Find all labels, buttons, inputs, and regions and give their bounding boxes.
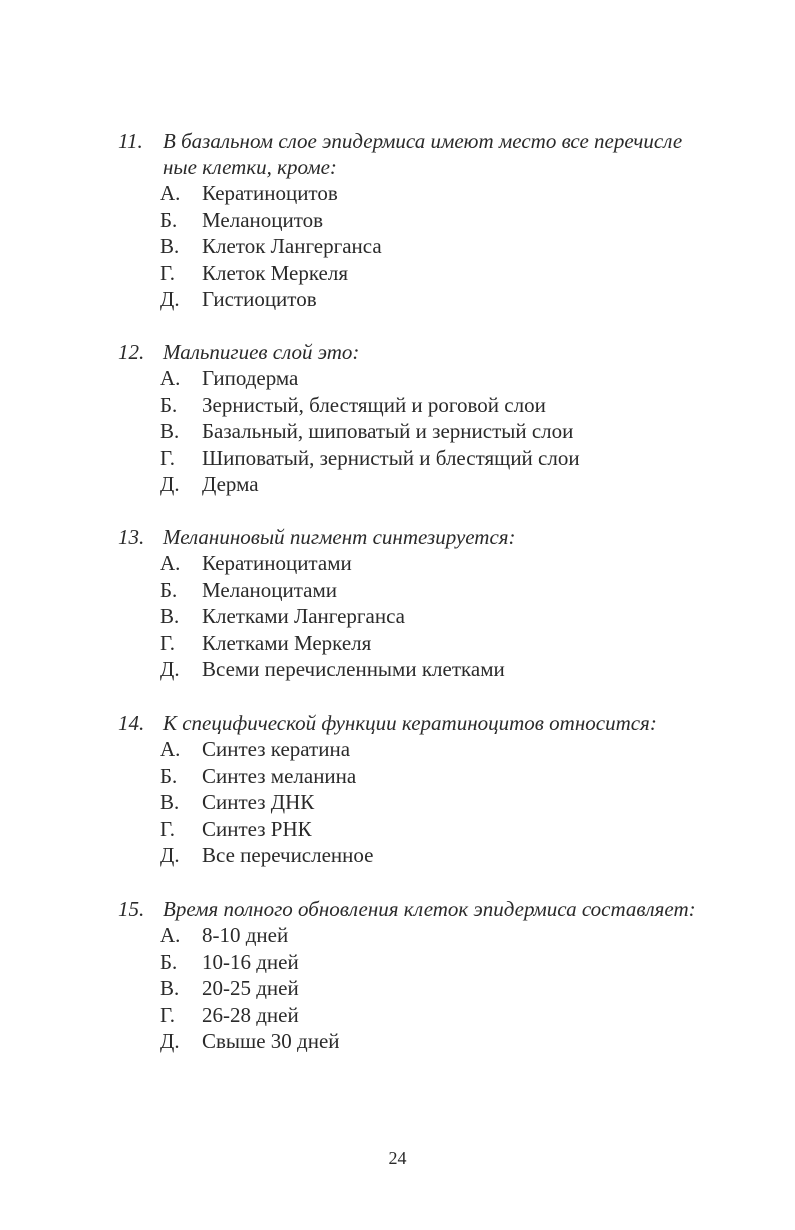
- answer-option: [118, 577, 793, 604]
- option-letter: Г.: [160, 816, 176, 841]
- option-letter: Г.: [160, 1002, 176, 1027]
- question-text-line: К специфической функции кератиноцитов относится:: [163, 711, 657, 735]
- answer-option: [118, 445, 793, 472]
- answer-option: [118, 975, 793, 1002]
- answer-option: [118, 418, 793, 445]
- option-text: Дерма: [202, 472, 259, 496]
- answer-option: [118, 207, 793, 234]
- answer-option: [118, 286, 793, 313]
- answer-options: [118, 550, 793, 683]
- question-number: 11.: [118, 129, 143, 153]
- answer-option: [118, 365, 793, 392]
- answer-option: [118, 550, 793, 577]
- option-letter: А.: [160, 737, 181, 761]
- option-text: Шиповатый, зернистый и блестящий слои: [202, 445, 580, 470]
- answer-options: [118, 922, 793, 1055]
- answer-option: [118, 842, 793, 869]
- option-text: Синтез меланина: [202, 763, 357, 788]
- option-text: Меланоцитами: [202, 577, 338, 602]
- option-letter: Д.: [160, 657, 180, 681]
- answer-option: [118, 1002, 793, 1029]
- option-text: Базальный, шиповатый и зернистый слои: [202, 419, 574, 443]
- question-text-line: Меланиновый пигмент синтезируется:: [163, 525, 516, 549]
- question-text: [118, 128, 793, 154]
- answer-options: [118, 736, 793, 869]
- answer-option: [118, 603, 793, 630]
- option-text: Синтез РНК: [202, 816, 312, 841]
- option-letter: Г.: [160, 260, 176, 285]
- question-text: [118, 339, 793, 365]
- option-text: Синтез ДНК: [202, 790, 315, 814]
- question-11: [118, 128, 793, 313]
- question-text-line: Мальпигиев слой это:: [163, 340, 360, 364]
- option-text: Всеми перечисленными клетками: [202, 657, 505, 681]
- answer-options: [118, 365, 793, 498]
- option-letter: А.: [160, 551, 181, 575]
- question-text: [118, 524, 793, 550]
- option-letter: В.: [160, 790, 180, 814]
- question-text-line: Время полного обновления клеток эпидермиса составляет:: [163, 897, 696, 921]
- question-number: 13.: [118, 525, 145, 549]
- question-text-continuation: ные клетки, кроме:: [163, 155, 337, 179]
- answer-option: [118, 180, 793, 207]
- option-text: 26-28 дней: [202, 1002, 299, 1027]
- option-text: Клеток Меркеля: [202, 260, 349, 285]
- option-letter: Б.: [160, 949, 178, 974]
- option-text: Гиподерма: [202, 366, 299, 390]
- answer-option: [118, 471, 793, 498]
- question-number: 14.: [118, 711, 145, 735]
- answer-option: [118, 736, 793, 763]
- option-letter: Б.: [160, 763, 178, 788]
- option-text: 10-16 дней: [202, 949, 299, 974]
- question-15: [118, 896, 793, 1055]
- option-text: Клетками Лангерганса: [202, 604, 405, 628]
- option-text: Свыше 30 дней: [202, 1029, 340, 1053]
- option-text: Гистиоцитов: [202, 287, 317, 311]
- option-text: Клетками Меркеля: [202, 630, 372, 655]
- answer-option: [118, 392, 793, 419]
- option-letter: Д.: [160, 287, 180, 311]
- page-number: 24: [388, 1148, 407, 1168]
- answer-option: [118, 1028, 793, 1055]
- option-text: Кератиноцитами: [202, 551, 352, 575]
- answer-option: [118, 816, 793, 843]
- option-letter: А.: [160, 181, 181, 205]
- answer-option: [118, 630, 793, 657]
- answer-options: [118, 180, 793, 313]
- option-letter: В.: [160, 976, 180, 1000]
- option-text: Все перечисленное: [202, 843, 374, 867]
- answer-option: [118, 789, 793, 816]
- option-text: 8-10 дней: [202, 923, 289, 947]
- option-letter: Д.: [160, 1029, 180, 1053]
- question-12: [118, 339, 793, 498]
- option-letter: В.: [160, 419, 180, 443]
- answer-option: [118, 763, 793, 790]
- option-letter: А.: [160, 923, 181, 947]
- option-letter: Д.: [160, 843, 180, 867]
- question-text: [118, 710, 793, 736]
- question-text: [118, 896, 793, 922]
- option-letter: В.: [160, 604, 180, 628]
- option-text: Меланоцитов: [202, 207, 324, 232]
- option-text: 20-25 дней: [202, 976, 299, 1000]
- option-letter: А.: [160, 366, 181, 390]
- option-text: Кератиноцитов: [202, 181, 338, 205]
- answer-option: [118, 260, 793, 287]
- question-13: [118, 524, 793, 683]
- question-number: 12.: [118, 340, 145, 364]
- question-text-line: В базальном слое эпидермиса имеют место все перечисле: [163, 129, 683, 153]
- option-letter: Г.: [160, 445, 176, 470]
- question-14: [118, 710, 793, 869]
- answer-option: [118, 922, 793, 949]
- question-number: 15.: [118, 897, 145, 921]
- option-letter: Б.: [160, 577, 178, 602]
- option-text: Зернистый, блестящий и роговой слои: [202, 392, 546, 417]
- answer-option: [118, 949, 793, 976]
- answer-option: [118, 233, 793, 260]
- option-text: Синтез кератина: [202, 737, 351, 761]
- option-letter: Б.: [160, 207, 178, 232]
- option-text: Клеток Лангерганса: [202, 234, 382, 258]
- option-letter: Д.: [160, 472, 180, 496]
- option-letter: Г.: [160, 630, 176, 655]
- option-letter: В.: [160, 234, 180, 258]
- option-letter: Б.: [160, 392, 178, 417]
- answer-option: [118, 656, 793, 683]
